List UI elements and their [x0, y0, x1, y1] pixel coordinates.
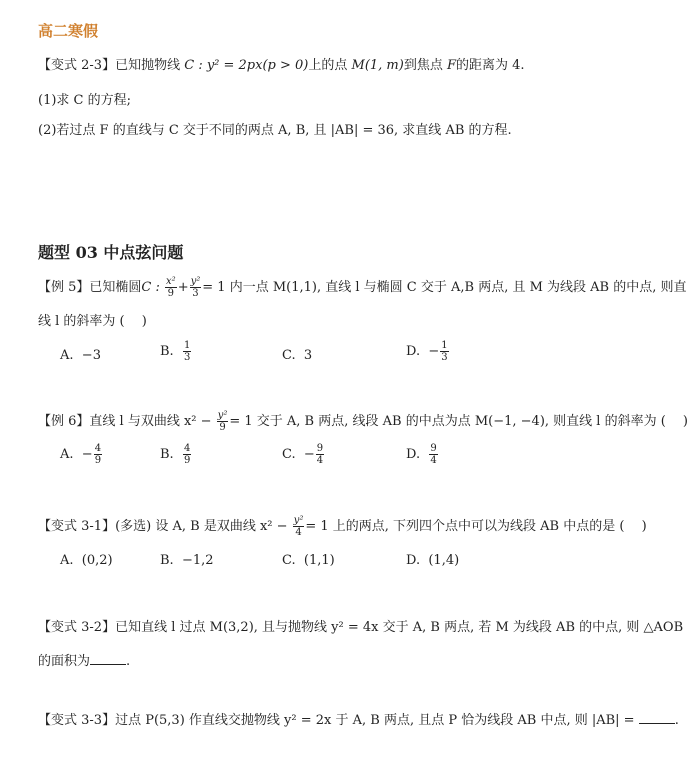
- option-d: D. − $\frac{1}{3}$: [406, 340, 448, 363]
- curve-label: C :: [141, 280, 160, 295]
- option-b: B. $\frac{4}{9}$: [160, 443, 191, 466]
- option-a: A. (0,2): [60, 553, 113, 568]
- option-c: C. 3: [282, 348, 313, 363]
- fraction-y2-4: $\frac{\text{y²}}{4}$: [293, 515, 304, 538]
- problem-2-3-stem: [38, 57, 525, 75]
- example-6-stem: [38, 410, 688, 433]
- answer-blank[interactable]: [639, 711, 675, 724]
- variant-3-1-stem: [38, 515, 647, 538]
- stem-text: = 1 内一点 M(1,1), 直线 l 与椭圆 C 交于 A,B 两点, 且 M 为线段 AB 的中点, 则直: [202, 280, 687, 295]
- variant-tag: 【变式 3-3】: [38, 713, 116, 728]
- page-header-title: 高二寒假: [38, 22, 99, 40]
- example-tag: 【例 5】: [38, 280, 90, 295]
- option-c: C. (1,1): [282, 553, 335, 568]
- option-a: A. −3: [60, 348, 101, 363]
- fraction-x2-9: $\frac{\text{x²}}{9}$: [166, 276, 176, 299]
- stem-text: = 1 交于 A, B 两点, 线段 AB 的中点为点 M(−1, −4), 则直线 l 的斜率为 ( ): [229, 414, 688, 429]
- example-tag: 【例 6】: [38, 414, 90, 429]
- section-title: 题型 03 中点弦问题: [38, 243, 184, 262]
- point-m: M(1, m): [351, 58, 404, 73]
- parabola-equation: C : y² = 2px(p > 0): [184, 58, 309, 73]
- option-a: A. − $\frac{4}{9}$: [60, 443, 102, 466]
- option-d: D. $\frac{9}{4}$: [406, 443, 437, 466]
- variant-3-2-stem-cont: 的面积为 .: [38, 654, 131, 669]
- option-d: D. (1,4): [406, 553, 460, 568]
- option-b: B. $\frac{1}{3}$: [160, 340, 191, 363]
- stem-text: 到焦点: [403, 58, 443, 73]
- variant-tag: 【变式 3-1】: [38, 519, 116, 534]
- example-5-stem: 【例 5】已知椭圆C : $\frac{\text{x²}}{9}$ + $\frac{\text{y²}}{3}$ = 1 内一点 M(1,1), 直线 l 与椭圆 C 交于 A,B 两点, 且 M 为线段 AB 的中点, 则直: [38, 276, 687, 299]
- stem-text: 过点 P(5,3) 作直线交抛物线 y² = 2x 于 A, B 两点, 且点 P 恰为线段 AB 中点, 则 |AB| =: [115, 713, 635, 728]
- stem-text: 已知椭圆: [89, 280, 142, 295]
- stem-text: = 1 上的两点, 下列四个点中可以为线段 AB 中点的是 ( ): [305, 519, 647, 534]
- fraction-y2-9: $\frac{\text{y²}}{9}$: [217, 410, 228, 433]
- variant-3-2-stem: [38, 619, 683, 637]
- stem-text: (多选) 设 A, B 是双曲线 x² −: [115, 519, 288, 534]
- stem-text: 的距离为 4.: [456, 58, 525, 73]
- question-1: (1)求 C 的方程;: [38, 93, 132, 108]
- variant-3-3-stem: 【变式 3-3】过点 P(5,3) 作直线交抛物线 y² = 2x 于 A, B 两点, 且点 P 恰为线段 AB 中点, 则 |AB| = .: [38, 713, 679, 728]
- stem-text: 已知直线 l 过点 M(3,2), 且与抛物线 y² = 4x 交于 A, B 两点, 若 M 为线段 AB 的中点, 则 △AOB: [115, 620, 684, 635]
- variant-tag: 【变式 3-2】: [38, 620, 116, 635]
- option-c: C. − $\frac{9}{4}$: [282, 443, 324, 466]
- problem-tag: 【变式 2-3】: [38, 58, 116, 73]
- stem-text: 上的点: [308, 58, 348, 73]
- fraction-y2-3: $\frac{\text{y²}}{3}$: [190, 276, 201, 299]
- answer-blank[interactable]: [90, 652, 126, 665]
- question-2: (2)若过点 F 的直线与 C 交于不同的两点 A, B, 且 |AB| = 36, 求直线 AB 的方程.: [38, 123, 512, 138]
- stem-text: 直线 l 与双曲线 x² −: [89, 414, 212, 429]
- option-b: B. −1,2: [160, 553, 214, 568]
- stem-text: 已知抛物线: [115, 58, 181, 73]
- example-5-stem-cont: 线 l 的斜率为 ( ): [38, 314, 147, 329]
- focus-label: F: [447, 58, 457, 73]
